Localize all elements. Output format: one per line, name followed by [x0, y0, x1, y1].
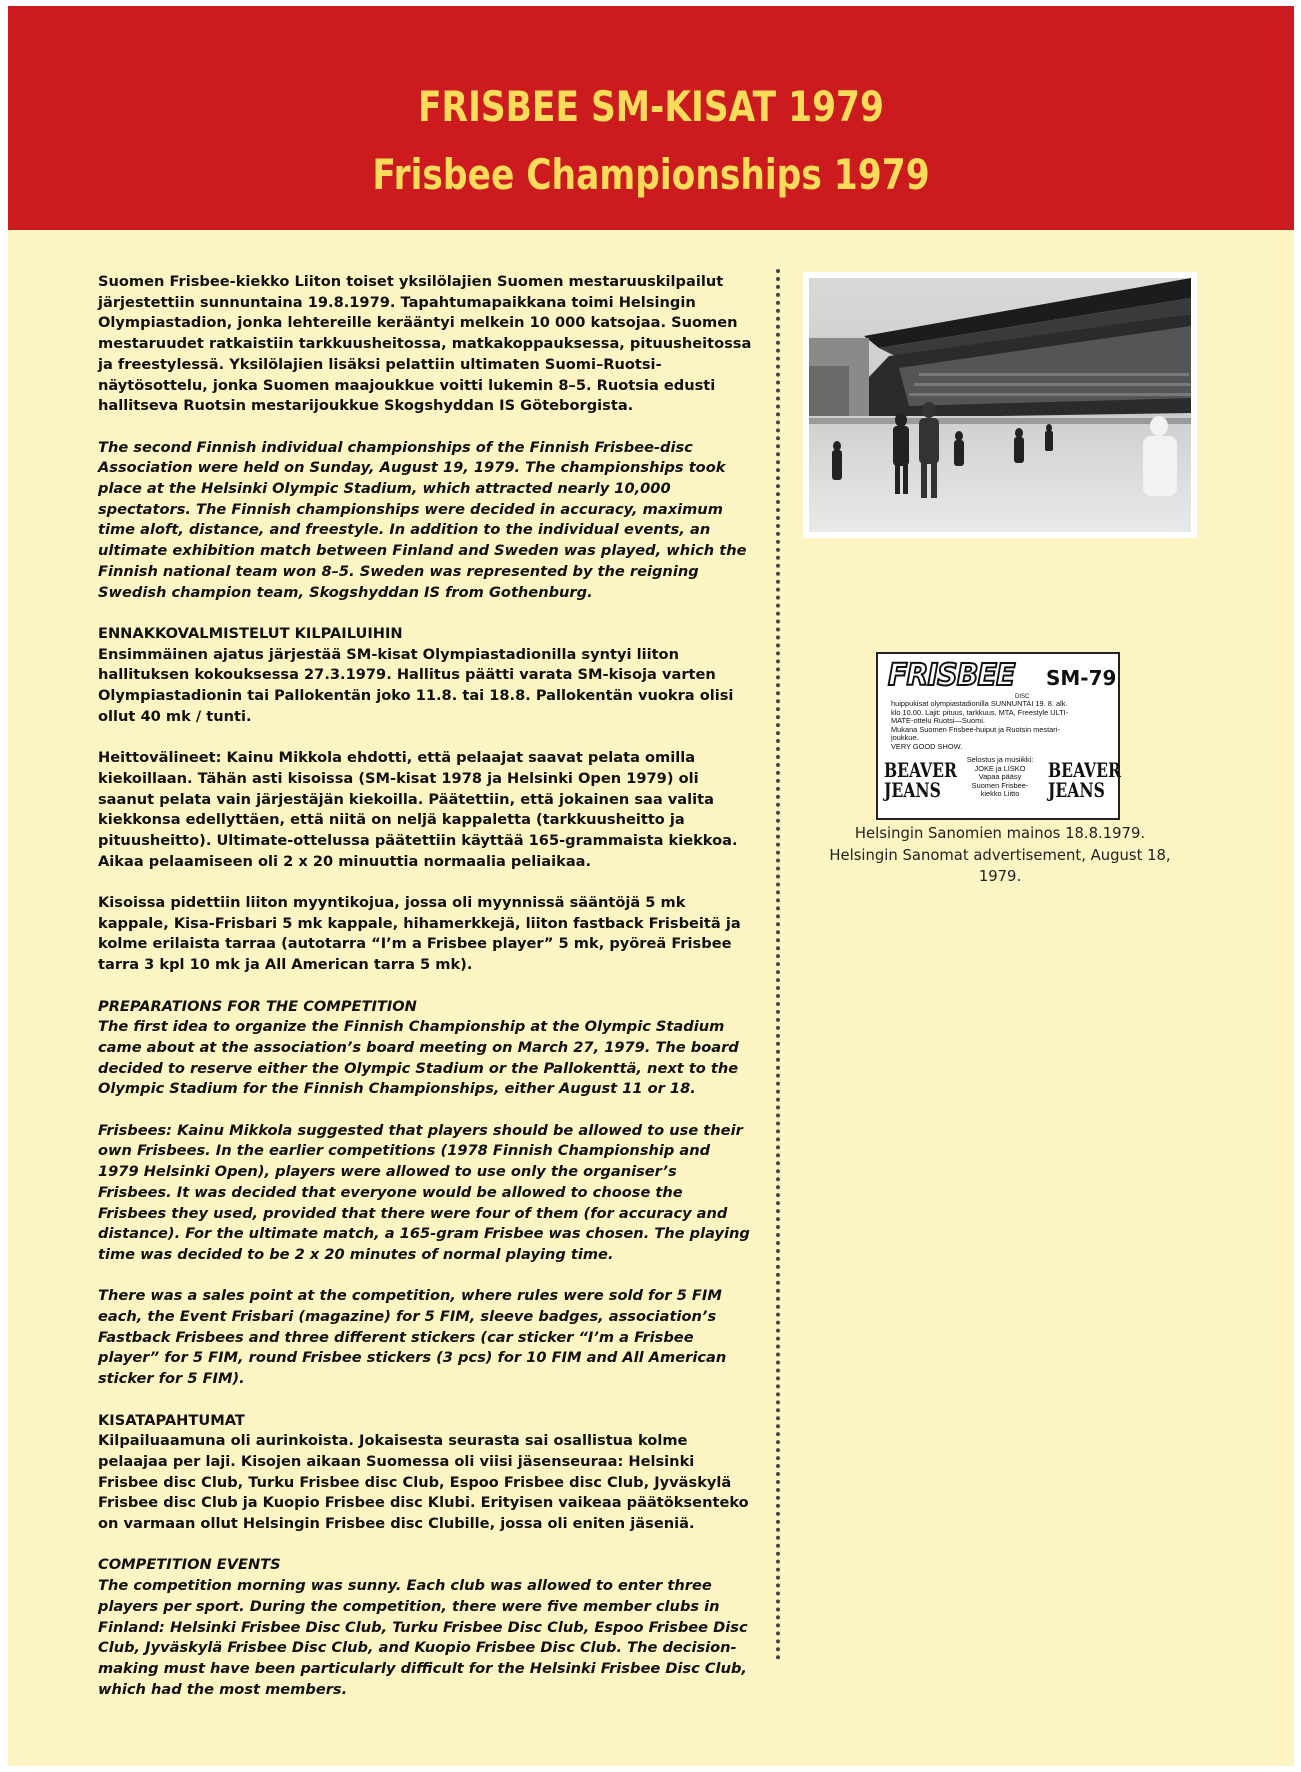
ad-center-line: Suomen Frisbee- — [971, 780, 1029, 790]
paragraph-frisbees-en — [98, 1121, 753, 1266]
page-title-english: Frisbee Championships 1979 — [372, 150, 930, 199]
article-body — [98, 272, 753, 1721]
header-banner — [8, 6, 1294, 230]
paragraph-text: Kilpailuaamuna oli aurinkoista. Jokaisesta seurasta sai osallistua kolme pelaajaa per laji. Kisojen aikaan Suomessa oli viisi jäsenseuraa: Helsinki Frisbee disc Club, Turku Frisbee disc Club, Espoo Frisbee disc Club, Jyväskylä Frisbee disc Club ja Kuopio Frisbee disc Klubi. Erityisen vaikeaa päätöksenteko on varmaan ollut Helsingin Frisbee disc Clubille, jossa oli eniten jäseniä. — [98, 1432, 749, 1533]
newspaper-advertisement — [876, 652, 1120, 820]
ad-center-line: Vapaa pääsy — [978, 772, 1022, 782]
ad-sponsor-word: JEANS — [884, 778, 941, 802]
paragraph-text: There was a sales point at the competition, where rules were sold for 5 FIM each, the Event Frisbari (magazine) for 5 FIM, sleeve badges, association’s Fastback Frisbees and three different stickers (car sticker “I’m a Frisbee player” for 5 FIM, round Frisbee stickers (3 pcs) for 10 FIM and All American sticker for 5 FIM). — [98, 1287, 727, 1388]
paragraph-intro-fi — [98, 272, 753, 417]
paragraph-sales-en — [98, 1286, 753, 1390]
paragraph-frisbees-fi — [98, 748, 753, 872]
ad-sponsor-word: JEANS — [1048, 778, 1105, 802]
ad-line: Mukana Suomen Frisbee-huiput ja Ruotsin mestari- — [891, 724, 1060, 734]
paragraph-text: Frisbees: Kainu Mikkola suggested that players should be allowed to use their own Frisbees. In the earlier competitions (1978 Finnish Championship and 1979 Helsinki Open), players were allowed to use only the organiser’s Frisbees. It was decided that everyone would be allowed to choose the Frisbees they used, provided that there were four of them (for accuracy and distance). For the ultimate match, a 165-gram Frisbee was chosen. The playing time was decided to be 2 x 20 minutes of normal playing time. — [98, 1121, 750, 1263]
stadium-photo-frame — [803, 272, 1197, 538]
page-title-finnish: FRISBEE SM-KISAT 1979 — [418, 82, 884, 131]
ad-center-text — [954, 756, 1046, 799]
section-heading: ENNAKKOVALMISTELUT KILPAILUIHIN — [98, 624, 403, 642]
ad-body-text — [891, 700, 1111, 752]
paragraph-sales-fi — [98, 893, 753, 976]
ad-sponsor-left — [884, 758, 958, 802]
paragraph-text: The first idea to organize the Finnish Championship at the Olympic Stadium came about at the association’s board meeting on March 27, 1979. The board decided to reserve either the Olympic Stadium or the Pallokenttä, next to the Olympic Stadium for the Finnish Championships, either August 11 or 18. — [98, 1018, 739, 1098]
stadium-photo — [809, 278, 1191, 532]
ad-line: VERY GOOD SHOW. — [891, 741, 963, 751]
ad-line: huippukisat olympiastadionilla SUNNUNTAI 19. 8. alk. — [891, 699, 1068, 708]
ad-sponsor-word: BEAVER — [884, 758, 958, 782]
section-preparations-en — [98, 997, 753, 1101]
ad-brand-sub: DISC — [1015, 694, 1030, 700]
section-preparations-fi — [98, 624, 753, 728]
stadium-photo-image — [809, 278, 1191, 532]
section-events-fi — [98, 1411, 753, 1535]
paragraph-text: The second Finnish individual championships of the Finnish Frisbee-disc Association were held on Sunday, August 19, 1979. The championships took place at the Helsinki Olympic Stadium, which attracted nearly 10,000 spectators. The Finnish championships were decided in accuracy, maximum time aloft, distance, and freestyle. In addition to the individual events, an ultimate exhibition match between Finland and Sweden was played, which the Finnish national team won 8–5. Sweden was represented by the reigning Swedish champion team, Skogshyddan IS from Gothenburg. — [98, 438, 747, 601]
section-events-en — [98, 1555, 753, 1700]
paragraph-text: Heittovälineet: Kainu Mikkola ehdotti, että pelaajat saavat pelata omilla kiekoillaan. Tähän asti kisoissa (SM-kisat 1978 ja Helsinki Open 1979) oli saanut pelata vain järjestäjän kiekoilla. Päätettiin, että jokainen saa valita kiekkonsa edellyttäen, että niitä on neljä kappaletta (tarkkuusheitto ja pituusheitto). Ultimate-ottelussa päätettiin käyttää 165-grammaista kiekkoa. Aikaa pelaamiseen oli 2 x 20 minuuttia normaalia peliaikaa. — [98, 749, 738, 870]
poster-page — [8, 6, 1294, 1766]
paragraph-text: Kisoissa pidettiin liiton myyntikojua, jossa oli myynnissä sääntöjä 5 mk kappale, Kisa-Frisbari 5 mk kappale, hihamerkkejä, liiton fastback Frisbeitä ja kolme erilaista tarraa (autotarra “I’m a Frisbee player” 5 mk, pyöreä Frisbee tarra 3 kpl 10 mk ja All American tarra 5 mk). — [98, 894, 741, 974]
paragraph-intro-en — [98, 438, 753, 604]
paragraph-text: The competition morning was sunny. Each club was allowed to enter three players per sport. During the competition, there were five member clubs in Finland: Helsinki Frisbee Disc Club, Turku Frisbee Disc Club, Espoo Frisbee Disc Club, Jyväskylä Frisbee Disc Club, and Kuopio Frisbee Disc Club. The decision-making must have been particularly difficult for the Helsinki Frisbee Disc Club, which had the most members. — [98, 1577, 748, 1698]
ad-center-line: kiekko Liitto — [980, 789, 1020, 799]
ad-center-line: JOKE ja LISKO — [974, 763, 1026, 773]
paragraph-text: Suomen Frisbee-kiekko Liiton toiset yksilölajien Suomen mestaruuskilpailut järjestettiin sunnuntaina 19.8.1979. Tapahtumapaikkana toimi Helsingin Olympiastadion, jonka lehtereille kerääntyi melkein 10 000 katsojaa. Suomen mestaruudet ratkaistiin tarkkuusheitossa, matkakoppauksessa, pituusheitossa ja freestylessä. Yksilölajien lisäksi pelattiin ultimaten Suomi–Ruotsi-näytösottelu, jonka Suomen maajoukkue voitti lukemin 8–5. Ruotsia edusti hallitseva Ruotsin mestarijoukkue Skogshyddan IS Göteborgista. — [98, 273, 752, 415]
ad-line: joukkue. — [891, 733, 919, 743]
section-heading: KISATAPAHTUMAT — [98, 1411, 245, 1429]
dotted-divider — [776, 269, 780, 1661]
ad-event-name: SM-79 — [1046, 666, 1117, 690]
ad-brand-logo: FRISBEE — [888, 658, 1015, 693]
section-heading: COMPETITION EVENTS — [98, 1556, 281, 1574]
ad-sponsor-word: BEAVER — [1048, 758, 1122, 782]
ad-line: klo 10.00. Lajit: pituus, tarkkuus, MTA, Freestyle ULTI- — [891, 707, 1069, 717]
ad-sponsor-right — [1048, 758, 1122, 802]
caption-finnish: Helsingin Sanomien mainos 18.8.1979. — [854, 825, 1146, 842]
ad-center-line: Selostus ja musiikki: — [966, 755, 1034, 764]
ad-line: MATE-ottelu Ruotsi—Suomi. — [891, 716, 985, 726]
section-heading: PREPARATIONS FOR THE COMPETITION — [98, 997, 417, 1015]
paragraph-text: Ensimmäinen ajatus järjestää SM-kisat Olympiastadionilla syntyi liiton hallituksen kokouksessa 27.3.1979. Hallitus päätti varata SM-kisoja varten Olympiastadionin tai Pallokentän joko 11.8. tai 18.8. Pallokentän vuokra olisi ollut 40 mk / tunti. — [98, 645, 734, 725]
caption-english: Helsingin Sanomat advertisement, August 18, 1979. — [829, 847, 1171, 885]
